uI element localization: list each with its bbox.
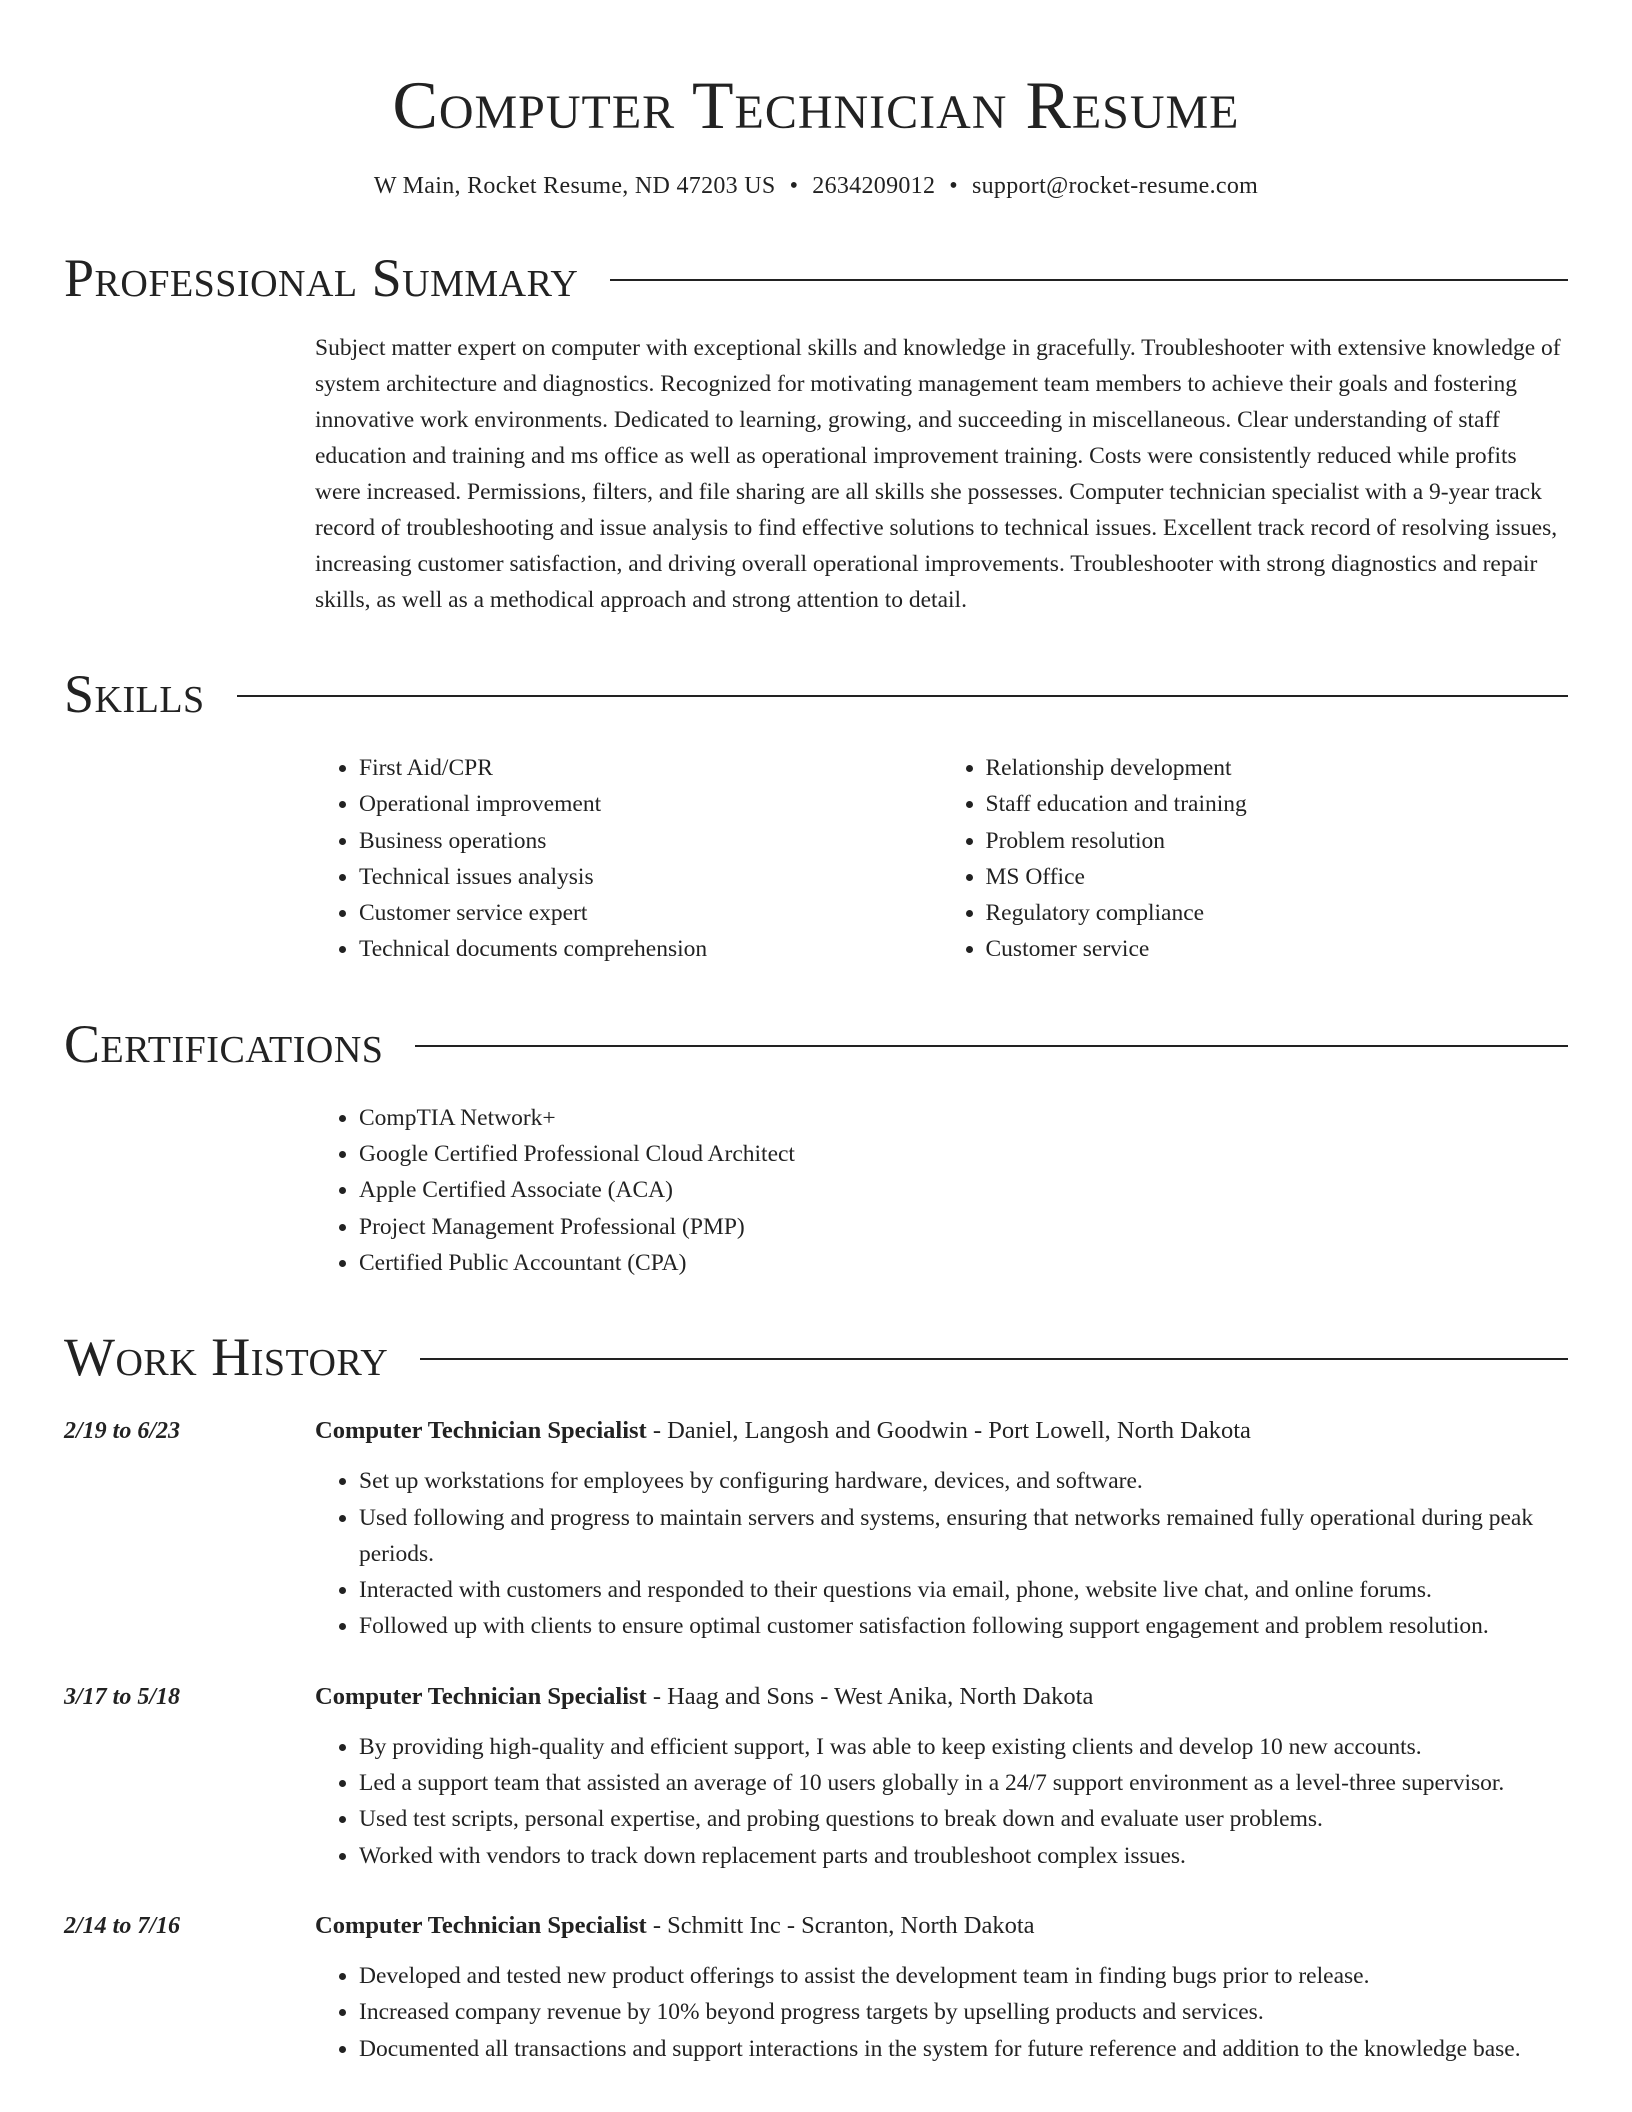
skills-list (315, 750, 1568, 968)
job-bullet: • Interacted with customers and responded to their questions via email, phone, website live chat, and online forums. (359, 1572, 1568, 1608)
job-entry (64, 1413, 1568, 1644)
job-employer: - Schmitt Inc - Scranton, North Dakota (646, 1911, 1035, 1939)
skills-heading: Skills (64, 664, 205, 724)
skill-item: • MS Office (986, 859, 1569, 895)
job-bullet: • Increased company revenue by 10% beyond progress targets by upselling products and services. (359, 1994, 1568, 2030)
skill-item: • Technical documents comprehension (359, 931, 942, 967)
certifications-section-header (64, 1012, 1568, 1076)
job-dates: 2/19 to 6/23 (64, 1418, 181, 1445)
job-bullets (315, 1729, 1568, 1874)
resume-title: Computer Technician Resume (392, 67, 1240, 143)
skill-item: • Customer service (986, 931, 1569, 967)
job-bullet: • Set up workstations for employees by configuring hardware, devices, and software. (359, 1463, 1568, 1499)
skill-item: • Technical issues analysis (359, 859, 942, 895)
job-bullet: • Led a support team that assisted an average of 10 users globally in a 24/7 support environment as a level-three supervisor. (359, 1765, 1568, 1801)
contact-separator: • (789, 173, 799, 199)
job-employer: - Haag and Sons - West Anika, North Dakota (646, 1682, 1094, 1710)
contact-separator: • (949, 173, 958, 199)
skills-column-left (315, 750, 942, 968)
certification-item: • Google Certified Professional Cloud Architect (359, 1136, 1568, 1172)
job-bullet: • Developed and tested new product offerings to assist the development team in finding bugs prior to release. (359, 1958, 1568, 1994)
contact-line (64, 170, 1568, 202)
job-dates: 3/17 to 5/18 (64, 1683, 181, 1710)
job-entry (64, 1679, 1568, 1874)
summary-section-header (64, 246, 1568, 310)
job-bullet: • By providing high-quality and efficient support, I was able to keep existing clients and develop 10 new accounts. (359, 1729, 1568, 1765)
skill-item: • First Aid/CPR (359, 750, 942, 786)
job-bullets (315, 1463, 1568, 1644)
summary-heading: Professional Summary (64, 248, 579, 308)
job-entry (64, 1908, 1568, 2067)
resume-page (64, 0, 1568, 2067)
certifications-list (315, 1100, 1568, 1281)
certification-item: • Certified Public Accountant (CPA) (359, 1245, 1568, 1281)
job-headline (315, 1908, 1568, 1944)
certifications-heading: Certifications (64, 1013, 384, 1074)
skill-item: • Problem resolution (986, 823, 1569, 859)
section-divider (610, 279, 1568, 281)
work-history-heading: Work History (64, 1327, 389, 1388)
skill-item: • Business operations (359, 823, 942, 859)
contact-email: support@rocket-resume.com (971, 173, 1259, 199)
job-headline (315, 1413, 1568, 1449)
job-bullet: • Used following and progress to maintain servers and systems, ensuring that networks remained fully operational during peak periods. (359, 1500, 1568, 1573)
job-bullets (315, 1958, 1568, 2067)
job-title: Computer Technician Specialist (315, 1911, 647, 1939)
skills-column-right (942, 750, 1569, 968)
skill-item: • Regulatory compliance (986, 895, 1569, 931)
section-divider (237, 695, 1568, 697)
skill-item: • Relationship development (986, 750, 1569, 786)
section-divider (420, 1358, 1568, 1360)
skills-section-header (64, 662, 1568, 726)
job-title: Computer Technician Specialist (315, 1417, 647, 1445)
section-divider (415, 1045, 1568, 1047)
job-employer: - Daniel, Langosh and Goodwin - Port Lowell, North Dakota (646, 1417, 1251, 1445)
work-history-section-header (64, 1325, 1568, 1389)
summary-text: Subject matter expert on computer with exceptional skills and knowledge in gracefully. Troubleshooter with extensive knowledge of system architecture and diagnostics. Recognized for motivating management team members to achieve their goals and fostering innovative work environments. Dedicated to learning, growing, and succeeding in miscellaneous. Clear understanding of staff education and training and ms office as well as operational improvement training. Costs were consistently reduced while profits were increased. Permissions, filters, and file sharing are all skills she possesses. Computer technician specialist with a 9-year track record of troubleshooting and issue analysis to find effective solutions to technical issues. Excellent track record of resolving issues, increasing customer satisfaction, and driving overall operational improvements. Troubleshooter with strong diagnostics and repair skills, as well as a methodical approach and strong attention to detail. (315, 335, 1561, 613)
job-bullet: • Followed up with clients to ensure optimal customer satisfaction following support engagement and problem resolution. (359, 1608, 1568, 1644)
job-bullet: • Used test scripts, personal expertise, and probing questions to break down and evaluate user problems. (359, 1801, 1568, 1837)
job-title: Computer Technician Specialist (315, 1682, 647, 1710)
skill-item: • Staff education and training (986, 786, 1569, 822)
skill-item: • Customer service expert (359, 895, 942, 931)
job-bullet: • Documented all transactions and support interactions in the system for future reference and addition to the knowledge base. (359, 2031, 1568, 2067)
job-dates: 2/14 to 7/16 (64, 1912, 181, 1939)
job-headline (315, 1679, 1568, 1715)
certification-item: • Project Management Professional (PMP) (359, 1209, 1568, 1245)
job-bullet: • Worked with vendors to track down replacement parts and troubleshoot complex issues. (359, 1838, 1568, 1874)
skill-item: • Operational improvement (359, 786, 942, 822)
certification-item: • CompTIA Network+ (359, 1100, 1568, 1136)
certification-item: • Apple Certified Associate (ACA) (359, 1172, 1568, 1208)
contact-address: W Main, Rocket Resume, ND 47203 US (373, 173, 776, 199)
contact-phone: 2634209012 (812, 173, 936, 199)
